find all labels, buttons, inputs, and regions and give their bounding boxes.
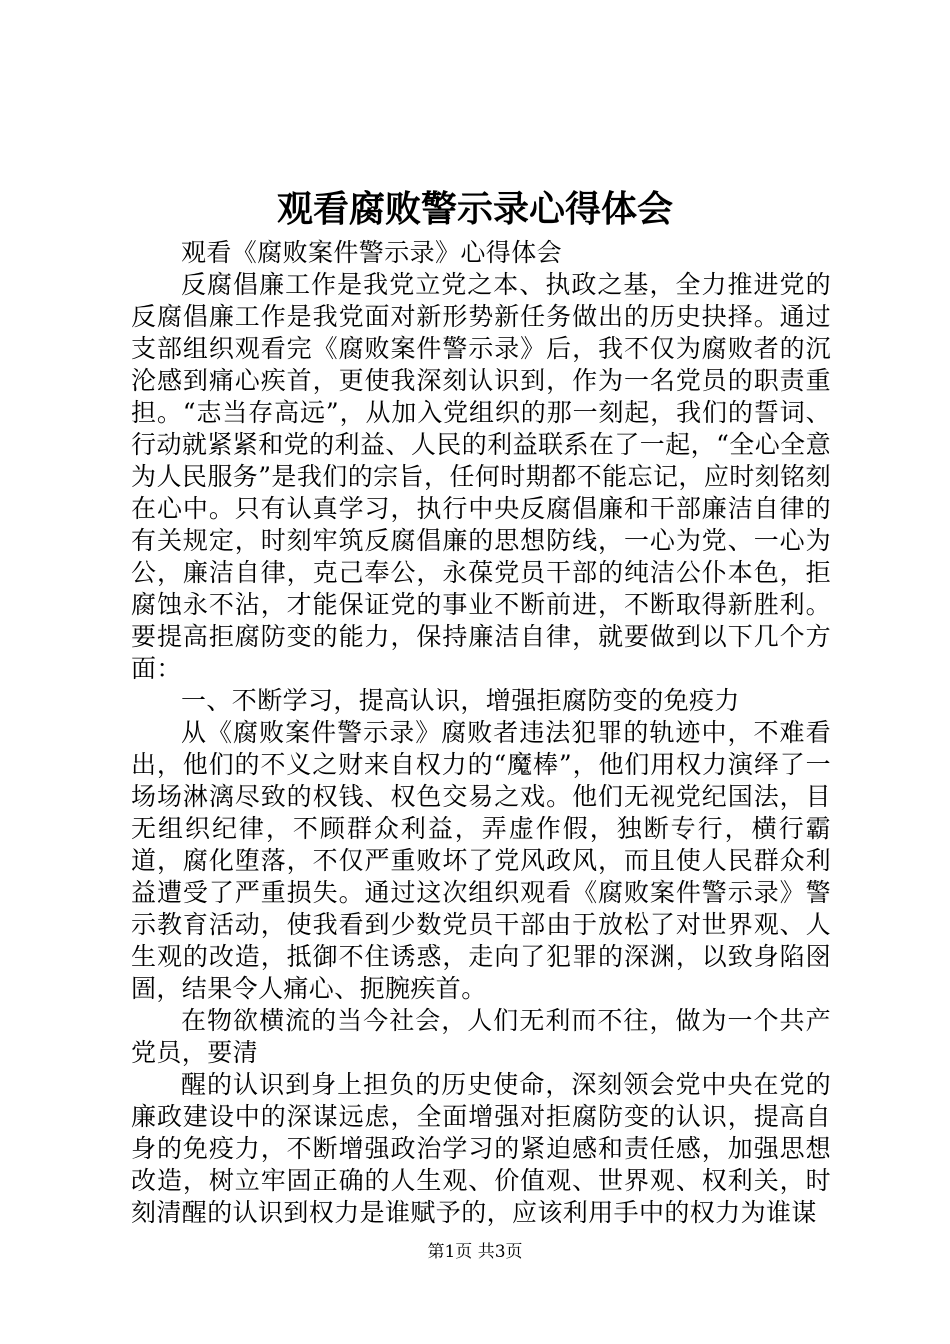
subtitle-paragraph: 观看《腐败案件警示录》心得体会: [181, 238, 563, 267]
body-paragraph: 在物欲横流的当今社会，人们无利而不往，做为一个共产党员，要清: [131, 1006, 831, 1067]
body-paragraph: 从《腐败案件警示录》腐败者违法犯罪的轨迹中，不难看出，他们的不义之财来自权力的“魔棒”，他们用权力演绎了一场场淋漓尽致的权钱、权色交易之戏。他们无视党纪国法，目无组织纪律，不顾群众利益，弄虚作假，独断专行，横行霸道，腐化堕落，不仅严重败坏了党风政风，而且使人民群众利益遭受了严重损失。通过这次组织观看《腐败案件警示录》警示教育活动，使我看到少数党员干部由于放松了对世界观、人生观的改造，抵御不住诱惑，走向了犯罪的深渊，以致身陷囹圄，结果令人痛心、扼腕疾首。: [131, 718, 831, 1003]
body-paragraph: 醒的认识到身上担负的历史使命，深刻领会党中央在党的廉政建设中的深谋远虑，全面增强对拒腐防变的认识，提高自身的免疫力，不断增强政治学习的紧迫感和责任感，加强思想改造，树立牢固正确的人生观、价值观、世界观、权利关，时刻清醒的认识到权力是谁赋予的，应该利用手中的权力为谁谋: [131, 1070, 831, 1227]
document-body: [131, 237, 831, 1229]
document-title: 观看腐败警示录心得体会: [276, 188, 673, 230]
page-number-footer: 第1页 共3页: [427, 1242, 523, 1262]
section-heading: 一、不断学习，提高认识，增强拒腐防变的免疫力: [181, 686, 740, 715]
body-paragraph: 反腐倡廉工作是我党立党之本、执政之基，全力推进党的反腐倡廉工作是我党面对新形势新任务做出的历史抉择。通过支部组织观看完《腐败案件警示录》后，我不仅为腐败者的沉沦感到痛心疾首，更使我深刻认识到，作为一名党员的职责重担。“志当存高远”，从加入党组织的那一刻起，我们的誓词、行动就紧紧和党的利益、人民的利益联系在了一起，“全心全意为人民服务”是我们的宗旨，任何时期都不能忘记，应时刻铭刻在心中。只有认真学习，执行中央反腐倡廉和干部廉洁自律的有关规定，时刻牢筑反腐倡廉的思想防线，一心为党、一心为公，廉洁自律，克己奉公，永葆党员干部的纯洁公仆本色，拒腐蚀永不沾，才能保证党的事业不断前进，不断取得新胜利。要提高拒腐防变的能力，保持廉洁自律，就要做到以下几个方面：: [131, 270, 831, 683]
